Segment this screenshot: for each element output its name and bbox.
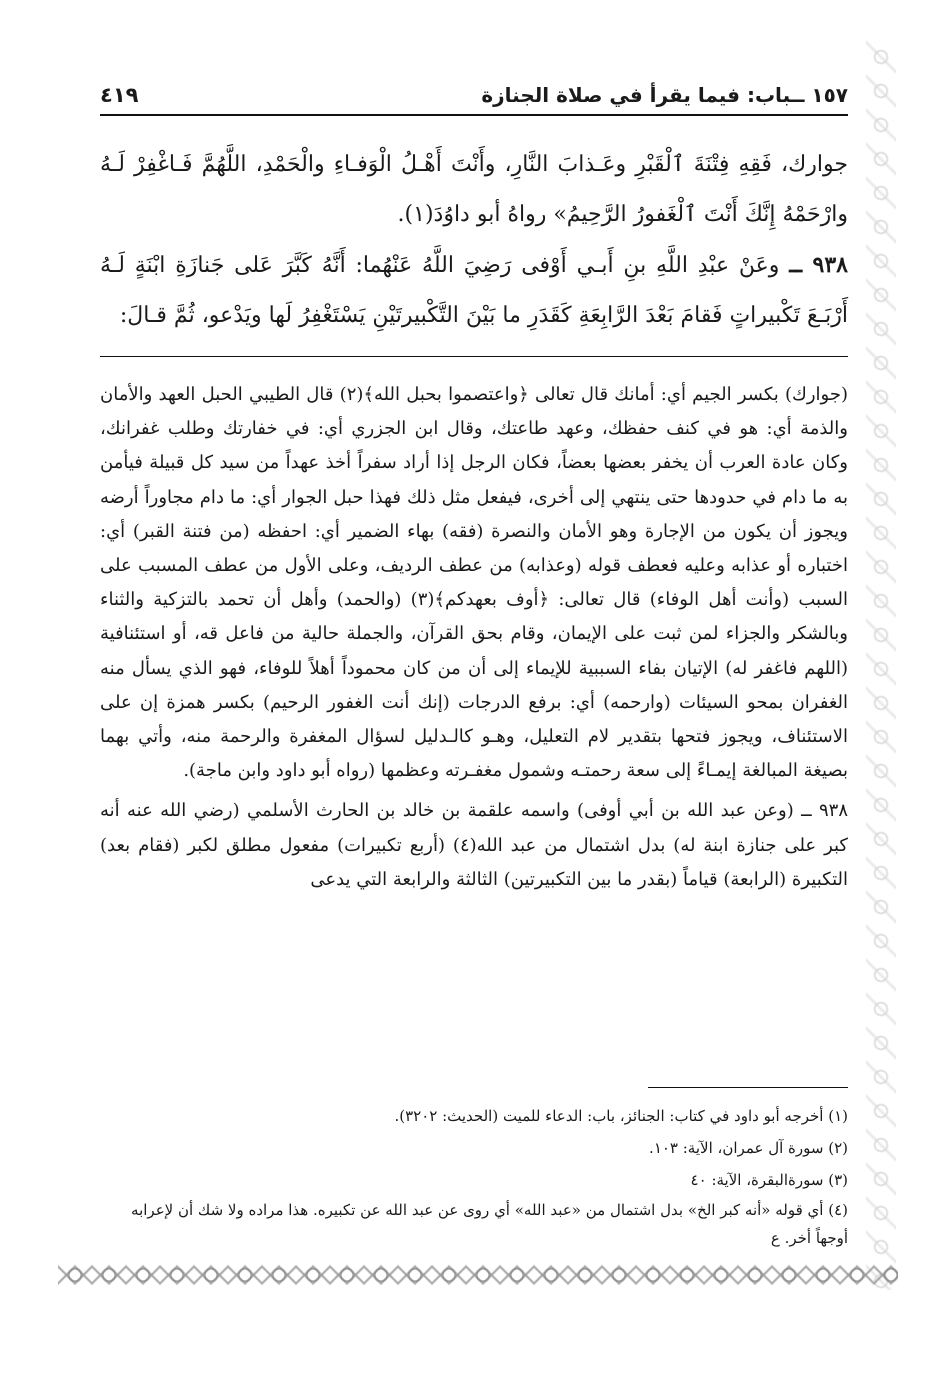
footnote-rule xyxy=(648,1087,848,1088)
commentary-paragraph: (جوارك) بكسر الجيم أي: أمانك قال تعالى ﴿واعتصموا بحبل الله﴾(٢) قال الطيبي الحبل العهد والأمان والذمة أي: هو في كنف حفظك، وعهد طاعتك، وقال ابن الجزري أي: في خفارتك وطلب غفرانك، وكان عادة العرب أن يخفر بعضها بعضاً، فكان الرجل إذا أراد سفراً أخذ عهداً من سيد كل قبيلة فيأمن به ما دام في حدودها حتى ينتهي إلى أخرى، فيفعل مثل ذلك فهذا حبل الجوار أي: ما دام مجاوراً أرضه ويجوز أن يكون من الإجارة وهو الأمان والنصرة (فقه) بهاء الضمير أي: احفظه (من فتنة القبر) أي: اختباره أو عذابه وعليه فعطف قوله (وعذابه) من عطف الرديف، وعلى الأول من عطف المسبب على السبب (وأنت أهل الوفاء) قال تعالى: ﴿أوف بعهدكم﴾(٣) (والحمد) وأهل أن تحمد بالتزكية والثناء وبالشكر والجزاء لمن ثبت على الإيمان، وقام بحق القرآن، والجملة حالية من فاعل قه، أو استئنافية (اللهم فاغفر له) الإتيان بفاء السببية للإيماء إلى أن من كان محموداً أهلاً للوفاء، فهو الذي يسأل منه الغفران بمحو السيئات (وارحمه) أي: برفع الدرجات (إنك أنت الغفور الرحيم) بكسر همزة إن على الاستئناف، ويجوز فتحها بتقدير لام التعليل، وهـو كالـدليل لسؤال المغفرة والرحمة منه، وأتي بهما بصيغة المبالغة إيمـاءً إلى سعة رحمتـه وشمول مغفـرته وعظمها (رواه أبو داود وابن ماجة). xyxy=(100,384,849,782)
footnote: (١) أخرجه أبو داود في كتاب: الجنائز، باب: الدعاء للميت (الحديث: ٣٢٠٢). xyxy=(394,1107,848,1125)
hadith-paragraph: جوارك، فَقِهِ فِتْنَةَ ٱلْقَبْرِ وعَـذابَ النَّارِ، وأَنْتَ أَهْـلُ الْوَفـاءِ والْحَمْدِ، اللَّهُمَّ فَـاغْفِرْ لَـهُ وارْحَمْهُ إِنَّكَ أَنْتَ ٱلْغَفورُ الرَّحِيمُ» رواهُ أبو داوُدَ(١). xyxy=(100,152,848,227)
footnote: (٤) أي قوله «أنه كبر الخ» بدل اشتمال من «عبد الله» أي روى عن عبد الله عن تكبيره. هذا مراده ولا شك أن لإعرابه أوجهاً أخر. ع xyxy=(131,1201,848,1247)
ornamental-border-bottom xyxy=(58,1262,898,1288)
hadith-number: ٩٣٨ ــ xyxy=(789,252,848,278)
footnote: (٢) سورة آل عمران، الآية: ١٠٣. xyxy=(649,1139,848,1157)
header-rule xyxy=(100,114,848,116)
page-number: ٤١٩ xyxy=(100,83,139,107)
section-rule xyxy=(100,356,848,357)
footnotes xyxy=(100,1100,848,1252)
chapter-title: ١٥٧ ــباب: فيما يقرأ في صلاة الجنازة xyxy=(481,83,848,107)
hadith-body: وعَنْ عبْدِ اللَّهِ بنِ أَبـي أَوْفى رَضِيَ اللَّهُ عَنْهُما: أَنَّهُ كَبَّرَ عَلى جَنازَةِ ابْنَةٍ لَـهُ أَرْبَـعَ تَكْبيراتٍ فَقامَ بَعْدَ الرَّابِعَةِ كَقَدَرِ ما بَيْنَ التَّكْبيرتَيْنِ يَسْتَغْفِرُ لَها ويَدْعو، ثُمَّ قـالَ: xyxy=(100,253,848,328)
ornamental-border-right xyxy=(866,40,896,1290)
commentary-paragraph: ٩٣٨ ــ (وعن عبد الله بن أبي أوفى) واسمه علقمة بن خالد بن الحارث الأسلمي (رضي الله عنه أنه كبر على جنازة ابنة له) بدل اشتمال من عبد الله(٤) (أربع تكبيرات) مفعول مطلق لكبر (فقام بعد) التكبيرة (الرابعة) قياماً (بقدر ما بين التكبيرتين) الثالثة والرابعة التي يدعى xyxy=(100,800,849,890)
commentary xyxy=(100,378,848,897)
page-header xyxy=(100,78,848,112)
hadith-text xyxy=(100,140,848,341)
footnote: (٣) سورةالبقرة، الآية: ٤٠ xyxy=(690,1171,848,1189)
hadith-paragraph xyxy=(100,240,848,341)
